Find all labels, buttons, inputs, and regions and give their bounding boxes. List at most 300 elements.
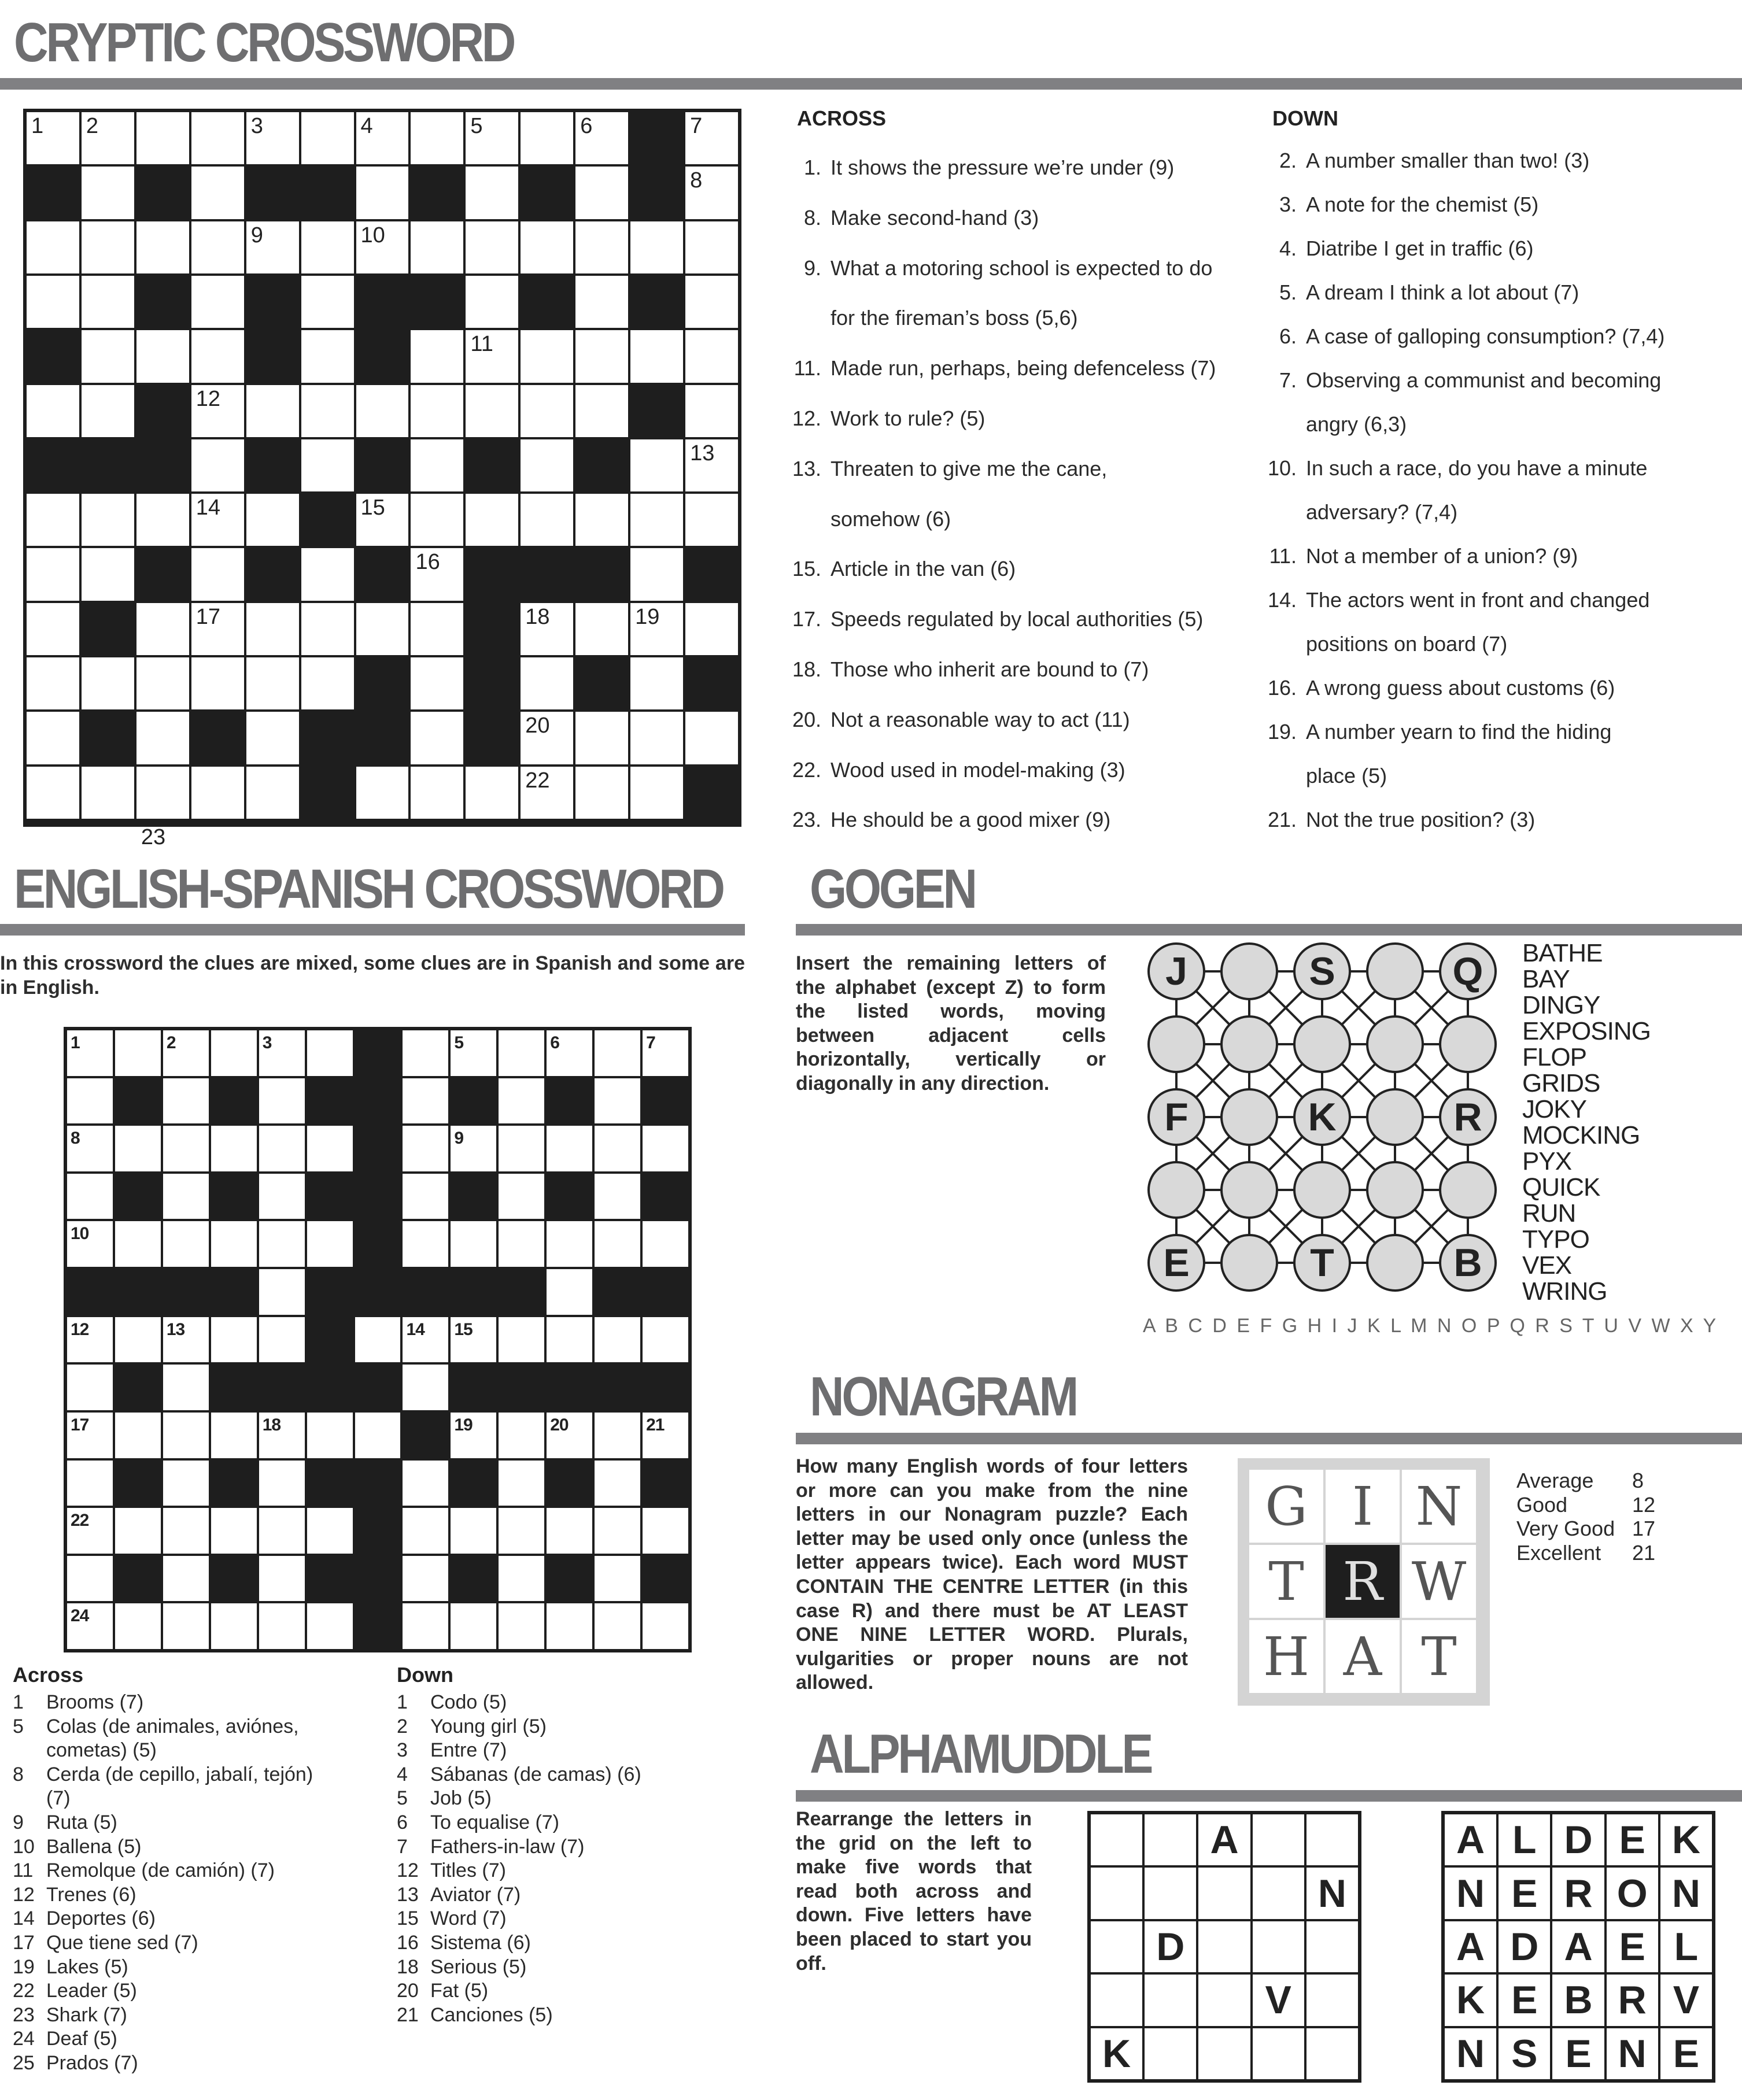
gogen-alphabet: A B C D E F G H I J K L M N O P Q R S T U V W X Y: [1143, 1315, 1719, 1337]
crossword-cell[interactable]: [306, 1507, 354, 1555]
gogen-empty-cell[interactable]: [1220, 1161, 1278, 1219]
black-square: [306, 1459, 354, 1507]
clue-across: [13, 1883, 136, 1907]
gogen-letter-cell[interactable]: Q: [1439, 942, 1497, 1000]
crossword-cell[interactable]: [210, 1602, 258, 1650]
clue-down: [397, 1931, 531, 1955]
nonagram-rule: [796, 1433, 1742, 1444]
alphamuddle-cell[interactable]: [1143, 1866, 1197, 1920]
clue-text: In such a race, do you have a minute: [1306, 456, 1648, 480]
nonagram-letter: H: [1249, 1620, 1323, 1693]
clue-number: 20.: [792, 707, 821, 731]
alphamuddle-cell[interactable]: K: [1090, 2027, 1143, 2080]
black-square: [545, 1459, 593, 1507]
clue-number: 14: [13, 1907, 35, 1930]
alphamuddle-cell[interactable]: [1305, 1920, 1359, 1973]
gogen-empty-cell[interactable]: [1366, 942, 1424, 1000]
alphamuddle-cell: K: [1444, 1973, 1497, 2027]
alphamuddle-cell[interactable]: [1252, 1813, 1305, 1866]
score-value: 8: [1632, 1469, 1644, 1492]
clue-down: [397, 1883, 521, 1907]
clue-text: adversary? (7,4): [1306, 500, 1458, 524]
alphamuddle-letters-grid: [1441, 1811, 1715, 2083]
alphamuddle-cell: E: [1659, 2027, 1713, 2080]
clue-text: Trenes (6): [46, 1883, 136, 1906]
alphamuddle-cell: N: [1444, 2027, 1497, 2080]
crossword-cell[interactable]: [258, 1411, 306, 1459]
gogen-empty-cell[interactable]: [1293, 1161, 1351, 1219]
crossword-cell[interactable]: [497, 1459, 545, 1507]
clue-down: [397, 1979, 488, 2003]
clue-number: 2: [86, 114, 99, 138]
clue-across: [13, 1811, 117, 1835]
clue-text: cometas) (5): [46, 1739, 157, 1762]
alphamuddle-solution-grid: [1087, 1811, 1361, 2083]
crossword-cell[interactable]: [497, 1555, 545, 1603]
gogen-empty-cell[interactable]: [1147, 1015, 1205, 1073]
clue-number: 21: [397, 2003, 419, 2026]
clue-number: 6: [580, 114, 593, 138]
alphamuddle-cell[interactable]: [1252, 1920, 1305, 1973]
crossword-cell[interactable]: [449, 1507, 497, 1555]
alphamuddle-cell: A: [1444, 1813, 1497, 1866]
clue-number: 13.: [792, 456, 821, 480]
alphamuddle-cell: E: [1497, 1973, 1551, 2027]
clue-text: Canciones (5): [430, 2003, 553, 2026]
crossword-cell[interactable]: [593, 1459, 641, 1507]
clue-text: Prados (7): [46, 2052, 138, 2074]
clue-text: Make second-hand (3): [831, 205, 1039, 230]
clue-text: Ballena (5): [46, 1835, 142, 1858]
clue-text: Shark (7): [46, 2003, 127, 2026]
clue-text: The actors went in front and changed: [1306, 588, 1650, 612]
clue-text: Leader (5): [46, 1980, 137, 2002]
alphamuddle-cell[interactable]: [1143, 1973, 1197, 2027]
black-square: [354, 1459, 402, 1507]
alphamuddle-cell: L: [1659, 1920, 1713, 1973]
crossword-cell[interactable]: [258, 1602, 306, 1650]
clue-number: 1: [71, 1033, 80, 1052]
nonagram-letter: W: [1402, 1545, 1476, 1618]
alphamuddle-cell[interactable]: D: [1143, 1920, 1197, 1973]
clue-number: 18: [397, 1955, 419, 1978]
black-square: [354, 1555, 402, 1603]
clue-number: 22.: [792, 757, 821, 782]
nonagram-letter: N: [1402, 1470, 1476, 1543]
clue-text: A note for the chemist (5): [1306, 193, 1539, 216]
crossword-cell[interactable]: [306, 1602, 354, 1650]
black-square: [401, 1411, 449, 1459]
clue-number: 1.: [803, 156, 821, 179]
clue-text: He should be a good mixer (9): [831, 808, 1111, 832]
alphamuddle-cell: E: [1497, 1866, 1551, 1920]
clue-number: 18: [262, 1415, 281, 1434]
clue-text: Word (7): [430, 1907, 507, 1930]
crossword-cell[interactable]: [497, 1507, 545, 1555]
crossword-cell[interactable]: [162, 1459, 210, 1507]
crossword-cell[interactable]: [545, 1411, 593, 1459]
clue-down: [397, 1739, 507, 1763]
alphamuddle-cell[interactable]: [1252, 2027, 1305, 2080]
alphamuddle-cell: E: [1551, 2027, 1605, 2080]
alphamuddle-cell[interactable]: [1090, 1973, 1143, 2027]
alphamuddle-cell: L: [1497, 1813, 1551, 1866]
clue-number: 11.: [1269, 544, 1297, 568]
alphamuddle-cell: S: [1497, 2027, 1551, 2080]
clue-text: Cerda (de cepillo, jabalí, tejón): [46, 1763, 313, 1785]
clue-text: A wrong guess about customs (6): [1306, 676, 1615, 700]
clue-number: 13: [166, 1319, 185, 1339]
clue-text: Wood used in model-making (3): [831, 757, 1125, 782]
clue-down: [397, 1811, 559, 1835]
clue-number: 3: [262, 1033, 272, 1052]
clue-number: 19: [454, 1415, 473, 1434]
clue-number: 23.: [792, 808, 821, 832]
crossword-cell[interactable]: [66, 1411, 114, 1459]
crossword-cell[interactable]: [66, 1507, 114, 1555]
clue-number: 12: [397, 1859, 419, 1882]
clue-number: 23: [141, 825, 166, 849]
gogen-empty-cell[interactable]: [1439, 1015, 1497, 1073]
clue-down: [397, 1691, 507, 1715]
alphamuddle-cell: V: [1659, 1973, 1713, 2027]
gogen-letter-cell[interactable]: S: [1293, 942, 1351, 1000]
score-value: 12: [1632, 1492, 1656, 1517]
alphamuddle-cell[interactable]: [1197, 1920, 1251, 1973]
black-square: [114, 1459, 162, 1507]
clue-across: [13, 2003, 127, 2028]
clue-down: [397, 1763, 641, 1787]
alphamuddle-cell[interactable]: [1305, 1973, 1359, 2027]
clue-text: What a motoring school is expected to do: [831, 256, 1213, 280]
gogen-instructions: Insert the remaining letters of the alphabet (except Z) to form the listed words, moving between adjacent cells horizontally, vertically or diagonally in any direction.: [796, 952, 1106, 1095]
alphamuddle-cell: R: [1606, 1973, 1659, 2027]
alphamuddle-cell[interactable]: [1143, 1813, 1197, 1866]
clue-number: 5: [454, 1033, 464, 1052]
clue-text: Lakes (5): [46, 1955, 128, 1978]
crossword-cell[interactable]: [210, 1411, 258, 1459]
clue-text: Diatribe I get in traffic (6): [1306, 236, 1534, 260]
clue-text: To equalise (7): [430, 1811, 560, 1833]
gogen-empty-cell[interactable]: [1220, 942, 1278, 1000]
clue-across: [13, 1835, 141, 1859]
clue-across: [13, 1979, 137, 2003]
clue-number: 15: [397, 1907, 419, 1930]
gogen-empty-cell[interactable]: [1220, 1088, 1278, 1146]
clue-number: 14: [406, 1319, 425, 1339]
crossword-cell[interactable]: [66, 1459, 114, 1507]
score-label: Excellent: [1516, 1540, 1601, 1565]
gogen-letter-cell[interactable]: K: [1293, 1088, 1351, 1146]
crossword-cell[interactable]: [258, 1459, 306, 1507]
score-label: Good: [1516, 1492, 1568, 1517]
crossword-cell[interactable]: [162, 1507, 210, 1555]
clue-text: A number smaller than two! (3): [1306, 149, 1590, 172]
clue-number: 14.: [1267, 588, 1297, 612]
crossword-cell[interactable]: [306, 1411, 354, 1459]
clue-across: [13, 1763, 313, 1787]
clue-number: 6: [550, 1033, 559, 1052]
clue-across: [13, 1859, 275, 1883]
alphamuddle-cell: K: [1659, 1813, 1713, 1866]
crossword-cell[interactable]: [545, 1602, 593, 1650]
clue-number: 2.: [1279, 149, 1297, 172]
clue-down: [397, 2003, 553, 2028]
nonagram-letter: T: [1249, 1545, 1323, 1618]
clue-number: 5: [397, 1787, 408, 1810]
clue-number: 24: [13, 2028, 35, 2050]
clue-number: 10: [13, 1835, 35, 1858]
espanol-intro: In this crossword the clues are mixed, some clues are in Spanish and some are in English.: [0, 952, 745, 999]
clue-number: 13: [690, 441, 715, 465]
black-square: [354, 1507, 402, 1555]
clue-text: A dream I think a lot about (7): [1306, 280, 1579, 304]
clue-number: 9.: [803, 256, 821, 280]
crossword-cell[interactable]: [449, 1602, 497, 1650]
black-square: [306, 1555, 354, 1603]
clue-text: Serious (5): [430, 1955, 527, 1978]
gogen-letter-cell[interactable]: B: [1439, 1234, 1497, 1292]
gogen-letter-cell[interactable]: F: [1147, 1088, 1205, 1146]
gogen-letter-cell[interactable]: J: [1147, 942, 1205, 1000]
nonagram-letter: T: [1402, 1620, 1476, 1693]
gogen-word: FLOP: [1522, 1043, 1586, 1071]
clue-text: Sábanas (de camas) (6): [430, 1763, 641, 1785]
alphamuddle-cell[interactable]: [1090, 1866, 1143, 1920]
clue-number: 16: [415, 550, 440, 575]
gogen-word: MOCKING: [1522, 1121, 1640, 1149]
clue-number: 7: [646, 1033, 655, 1052]
clue-text: Article in the van (6): [831, 557, 1016, 581]
crossword-cell[interactable]: [641, 1411, 689, 1459]
clue-number: 1: [397, 1691, 408, 1713]
clue-number: 8: [13, 1763, 24, 1785]
clue-number: 7.: [1279, 368, 1297, 392]
clue-number: 15: [360, 496, 385, 520]
alphamuddle-cell[interactable]: [1305, 2027, 1359, 2080]
clue-number: 19: [13, 1955, 35, 1978]
clue-number: 18: [525, 604, 550, 629]
crossword-cell[interactable]: [354, 1411, 402, 1459]
score-value: 17: [1632, 1517, 1656, 1540]
clue-text: Colas (de animales, aviónes,: [46, 1715, 299, 1737]
alphamuddle-cell[interactable]: N: [1305, 1866, 1359, 1920]
gogen-empty-cell[interactable]: [1366, 1234, 1424, 1292]
clue-text: Not the true position? (3): [1306, 808, 1536, 831]
gogen-word: RUN: [1522, 1199, 1576, 1228]
clue-number: 17: [195, 604, 221, 629]
espanol-down-heading: Down: [397, 1663, 453, 1687]
clue-number: 4: [360, 114, 373, 138]
clue-number: 18.: [792, 657, 821, 681]
gogen-letter-cell[interactable]: T: [1293, 1234, 1351, 1292]
espanol-across-heading: Across: [13, 1663, 84, 1687]
clue-text: Speeds regulated by local authorities (5): [831, 607, 1204, 631]
crossword-cell[interactable]: [401, 1459, 449, 1507]
clue-number: 17: [13, 1932, 35, 1954]
clue-number: 1: [31, 114, 44, 138]
alphamuddle-cell: A: [1551, 1920, 1605, 1973]
clue-across: [13, 1955, 128, 1980]
clue-number: 19.: [1267, 720, 1297, 744]
alphamuddle-cell[interactable]: [1090, 1813, 1143, 1866]
clue-number: 1: [13, 1691, 24, 1713]
clue-text: A case of galloping consumption? (7,4): [1306, 324, 1665, 348]
gogen-empty-cell[interactable]: [1366, 1088, 1424, 1146]
black-square: [545, 1555, 593, 1603]
alphamuddle-cell[interactable]: A: [1197, 1813, 1251, 1866]
clue-number: 22: [525, 768, 550, 793]
crossword-cell[interactable]: [497, 1411, 545, 1459]
clue-text: Those who inherit are bound to (7): [831, 657, 1149, 681]
clue-down: [397, 1859, 506, 1883]
clue-text: angry (6,3): [1306, 412, 1407, 436]
clue-text: Remolque (de camión) (7): [46, 1859, 275, 1882]
score-value: 21: [1632, 1540, 1656, 1565]
clue-number: 5: [470, 114, 483, 138]
crossword-cell[interactable]: [641, 1602, 689, 1650]
crossword-cell[interactable]: [593, 1555, 641, 1603]
black-square: [354, 1602, 402, 1650]
clue-text: Fat (5): [430, 1980, 489, 2002]
clue-text: somehow (6): [831, 506, 951, 531]
gogen-empty-cell[interactable]: [1220, 1234, 1278, 1292]
clue-number: 6: [397, 1811, 408, 1833]
clue-number: 21: [646, 1415, 665, 1434]
clue-text: Entre (7): [430, 1739, 507, 1762]
clue-number: 11: [13, 1859, 34, 1882]
alphamuddle-cell[interactable]: [1305, 1813, 1359, 1866]
gogen-empty-cell[interactable]: [1147, 1161, 1205, 1219]
crossword-cell[interactable]: [258, 1555, 306, 1603]
alphamuddle-cell: D: [1551, 1813, 1605, 1866]
crossword-cell[interactable]: [162, 1555, 210, 1603]
clue-number: 21.: [1267, 808, 1297, 831]
clue-text: Work to rule? (5): [831, 406, 986, 430]
clue-number: 5: [13, 1715, 24, 1737]
alphamuddle-cell: D: [1497, 1920, 1551, 1973]
crossword-cell[interactable]: [593, 1602, 641, 1650]
alphamuddle-cell[interactable]: V: [1252, 1973, 1305, 2027]
gogen-empty-cell[interactable]: [1439, 1161, 1497, 1219]
clue-number: 16.: [1267, 676, 1297, 700]
cryptic-title: CRYPTIC CROSSWORD: [14, 12, 514, 73]
clue-text: Threaten to give me the cane,: [831, 456, 1108, 480]
gogen-letter-cell[interactable]: E: [1147, 1234, 1205, 1292]
clue-number: 2: [166, 1033, 176, 1052]
gogen-empty-cell[interactable]: [1366, 1161, 1424, 1219]
alphamuddle-instructions: Rearrange the letters in the grid on the left to make five words that read both across and down. Five letters have been placed to start you off.: [796, 1808, 1032, 1975]
clue-text: positions on board (7): [1306, 632, 1508, 656]
espanol-title: ENGLISH-SPANISH CROSSWORD: [14, 858, 723, 920]
clue-across: [13, 2051, 138, 2076]
clue-number: 19: [635, 604, 660, 629]
clue-number: 23: [13, 2003, 35, 2026]
alphamuddle-cell[interactable]: [1197, 1866, 1251, 1920]
gogen-empty-cell[interactable]: [1220, 1015, 1278, 1073]
cryptic-across-heading: ACROSS: [797, 106, 887, 130]
crossword-cell[interactable]: [545, 1507, 593, 1555]
gogen-letter-cell[interactable]: R: [1439, 1088, 1497, 1146]
crossword-cell[interactable]: [593, 1411, 641, 1459]
black-square: [210, 1555, 258, 1603]
clue-number: 11.: [794, 356, 821, 380]
clue-number: 9: [13, 1811, 24, 1833]
clue-text: Young girl (5): [430, 1715, 547, 1737]
nonagram-instructions: How many English words of four letters or more can you make from the nine letters in our Nonagram puzzle? Each letter may be used only once (unless the letter appears twice). Each word MUST CONTAIN THE CENTRE LETTER (in this case R) and there must be AT LEAST ONE NINE LETTER WORD. Plurals, vulgarities or proper nouns are not allowed.: [796, 1455, 1188, 1694]
clue-text: Codo (5): [430, 1691, 507, 1713]
alphamuddle-cell[interactable]: [1143, 2027, 1197, 2080]
nonagram-letter: A: [1326, 1620, 1400, 1693]
crossword-cell[interactable]: [66, 1555, 114, 1603]
crossword-cell[interactable]: [641, 1507, 689, 1555]
clue-number: 17.: [792, 607, 821, 631]
gogen-empty-cell[interactable]: [1293, 1015, 1351, 1073]
clue-text: Aviator (7): [430, 1883, 521, 1906]
alphamuddle-cell[interactable]: [1197, 2027, 1251, 2080]
clue-number: 17: [71, 1415, 89, 1434]
clue-number: 14: [195, 496, 221, 520]
crossword-cell[interactable]: [401, 1555, 449, 1603]
clue-down: [397, 1955, 526, 1980]
clue-number: 20: [550, 1415, 569, 1434]
crossword-cell[interactable]: [114, 1602, 162, 1650]
nonagram-letter: G: [1249, 1470, 1323, 1543]
alphamuddle-cell: B: [1551, 1973, 1605, 2027]
clue-number: 20: [397, 1980, 419, 2002]
crossword-cell[interactable]: [401, 1507, 449, 1555]
clue-number: 16: [397, 1932, 419, 1954]
alphamuddle-cell: A: [1444, 1920, 1497, 1973]
clue-text: Job (5): [430, 1787, 492, 1810]
gogen-word: GRIDS: [1522, 1069, 1600, 1097]
crossword-cell[interactable]: [162, 1602, 210, 1650]
alphamuddle-cell[interactable]: [1090, 1920, 1143, 1973]
clue-text: Not a reasonable way to act (11): [831, 707, 1130, 731]
gogen-word: DINGY: [1522, 991, 1600, 1019]
crossword-cell[interactable]: [401, 1602, 449, 1650]
clue-across: [13, 1787, 71, 1811]
crossword-cell[interactable]: [497, 1602, 545, 1650]
clue-number: 8.: [803, 205, 821, 230]
gogen-word: JOKY: [1522, 1095, 1586, 1123]
crossword-cell[interactable]: [593, 1507, 641, 1555]
alphamuddle-cell[interactable]: [1197, 1973, 1251, 2027]
alphamuddle-title: ALPHAMUDDLE: [810, 1723, 1152, 1785]
black-square: [641, 1459, 689, 1507]
gogen-word: BATHE: [1522, 939, 1603, 967]
crossword-cell[interactable]: [162, 1411, 210, 1459]
clue-across: [13, 2027, 117, 2051]
crossword-cell[interactable]: [114, 1507, 162, 1555]
black-square: [210, 1459, 258, 1507]
crossword-cell[interactable]: [258, 1507, 306, 1555]
gogen-empty-cell[interactable]: [1366, 1015, 1424, 1073]
clue-text: Sistema (6): [430, 1932, 531, 1954]
clue-text: A number yearn to find the hiding: [1306, 720, 1612, 744]
black-square: [449, 1555, 497, 1603]
crossword-cell[interactable]: [66, 1602, 114, 1650]
clue-text: (7): [46, 1787, 71, 1810]
crossword-cell[interactable]: [210, 1507, 258, 1555]
black-square: [449, 1459, 497, 1507]
alphamuddle-cell[interactable]: [1252, 1866, 1305, 1920]
clue-down: [397, 1715, 547, 1739]
crossword-cell[interactable]: [449, 1411, 497, 1459]
crossword-cell[interactable]: [114, 1411, 162, 1459]
nonagram-grid: [1238, 1458, 1490, 1706]
gogen-word: QUICK: [1522, 1173, 1600, 1201]
